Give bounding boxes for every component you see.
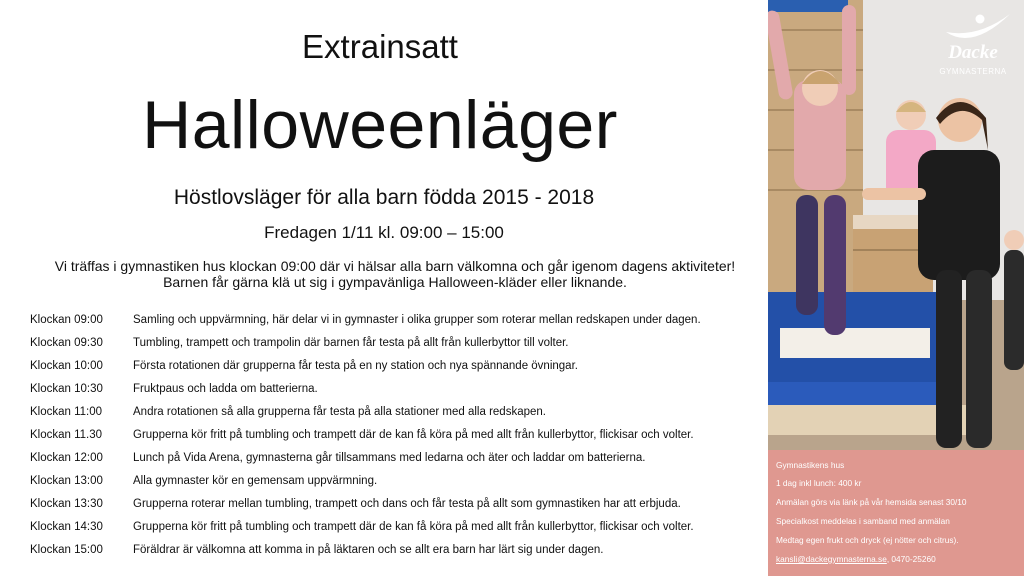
schedule-row [30,451,770,474]
info-price: 1 dag inkl lunch: 400 kr [776,478,862,488]
event-date: Fredagen 1/11 kl. 09:00 – 15:00 [264,223,504,242]
phone-number: , 0470-25260 [886,554,936,564]
dacke-logo [928,10,1018,80]
info-contact [776,554,936,564]
schedule-time: Klockan 09:30 [30,337,103,349]
intro-line-2: Barnen får gärna klä ut sig i gympavänliga Halloween-kläder eller liknande. [163,274,627,290]
schedule-time: Klockan 15:00 [30,544,103,556]
page-title: Halloweenläger [142,87,618,163]
schedule-time: Klockan 10:00 [30,360,103,372]
schedule [30,313,770,566]
email-link[interactable]: kansli@dackegymnasterna.se [776,554,887,564]
schedule-text: Andra rotationen så alla grupperna får testa på alla stationer med alla redskapen. [133,406,546,418]
schedule-row [30,336,770,359]
info-panel [768,450,1024,576]
schedule-row [30,382,770,405]
schedule-row [30,428,770,451]
schedule-time: Klockan 14:30 [30,521,103,533]
schedule-time: Klockan 12:00 [30,452,103,464]
schedule-row [30,543,770,566]
schedule-text: Föräldrar är välkomna att komma in på läktaren och se allt era barn har lärt sig under dagen. [133,544,604,556]
schedule-row [30,497,770,520]
intro-text [0,258,790,290]
schedule-time: Klockan 13:00 [30,475,103,487]
schedule-time: Klockan 11:00 [30,406,103,418]
logo-subtitle: GYMNASTERNA [939,67,1007,76]
schedule-time: Klockan 13:30 [30,498,103,510]
schedule-row [30,520,770,543]
schedule-time: Klockan 09:00 [30,314,103,326]
schedule-text: Alla gymnaster kör en gemensam uppvärmning. [133,475,378,487]
schedule-row [30,313,770,336]
pre-title: Extrainsatt [302,28,458,65]
schedule-row [30,359,770,382]
info-special-diet: Specialkost meddelas i samband med anmälan [776,516,950,526]
gymnastics-photo [768,0,1024,450]
schedule-text: Lunch på Vida Arena, gymnasterna går tillsammans med ledarna och äter och laddar om batterierna. [133,452,646,464]
schedule-text: Första rotationen där grupperna får testa på en ny station och nya spännande övningar. [133,360,578,372]
side-panel [768,0,1024,576]
schedule-row [30,405,770,428]
info-venue: Gymnastikens hus [776,460,845,470]
subtitle: Höstlovsläger för alla barn födda 2015 - 2018 [173,186,595,209]
schedule-text: Grupperna kör fritt på tumbling och trampett där de kan få köra på med allt från kullerbyttor, flickisar och volter. [133,429,694,441]
schedule-text: Grupperna kör fritt på tumbling och trampett där de kan få köra på med allt från kullerbyttor, flickisar och volter. [133,521,694,533]
schedule-time: Klockan 11.30 [30,429,103,441]
schedule-text: Samling och uppvärmning, här delar vi in gymnaster i olika grupper som roterar mellan redskapen under dagen. [133,314,701,326]
intro-line-1: Vi träffas i gymnastiken hus klockan 09:00 där vi hälsar alla barn välkomna och går igenom dagens aktiviteter! [54,258,736,274]
info-bring-food: Medtag egen frukt och dryck (ej nötter och citrus). [776,535,959,545]
schedule-text: Fruktpaus och ladda om batterierna. [133,383,318,395]
logo-name: Dacke [948,42,998,63]
schedule-row [30,474,770,497]
info-registration: Anmälan görs via länk på vår hemsida senast 30/10 [776,497,967,507]
schedule-time: Klockan 10:30 [30,383,103,395]
schedule-text: Tumbling, trampett och trampolin där barnen får testa på allt från kullerbyttor till volter. [133,337,569,349]
schedule-text: Grupperna roterar mellan tumbling, trampett och dans och får testa på allt som gymnastiken har att erbjuda. [133,498,681,510]
gymnast-swoosh-icon [928,10,1018,44]
